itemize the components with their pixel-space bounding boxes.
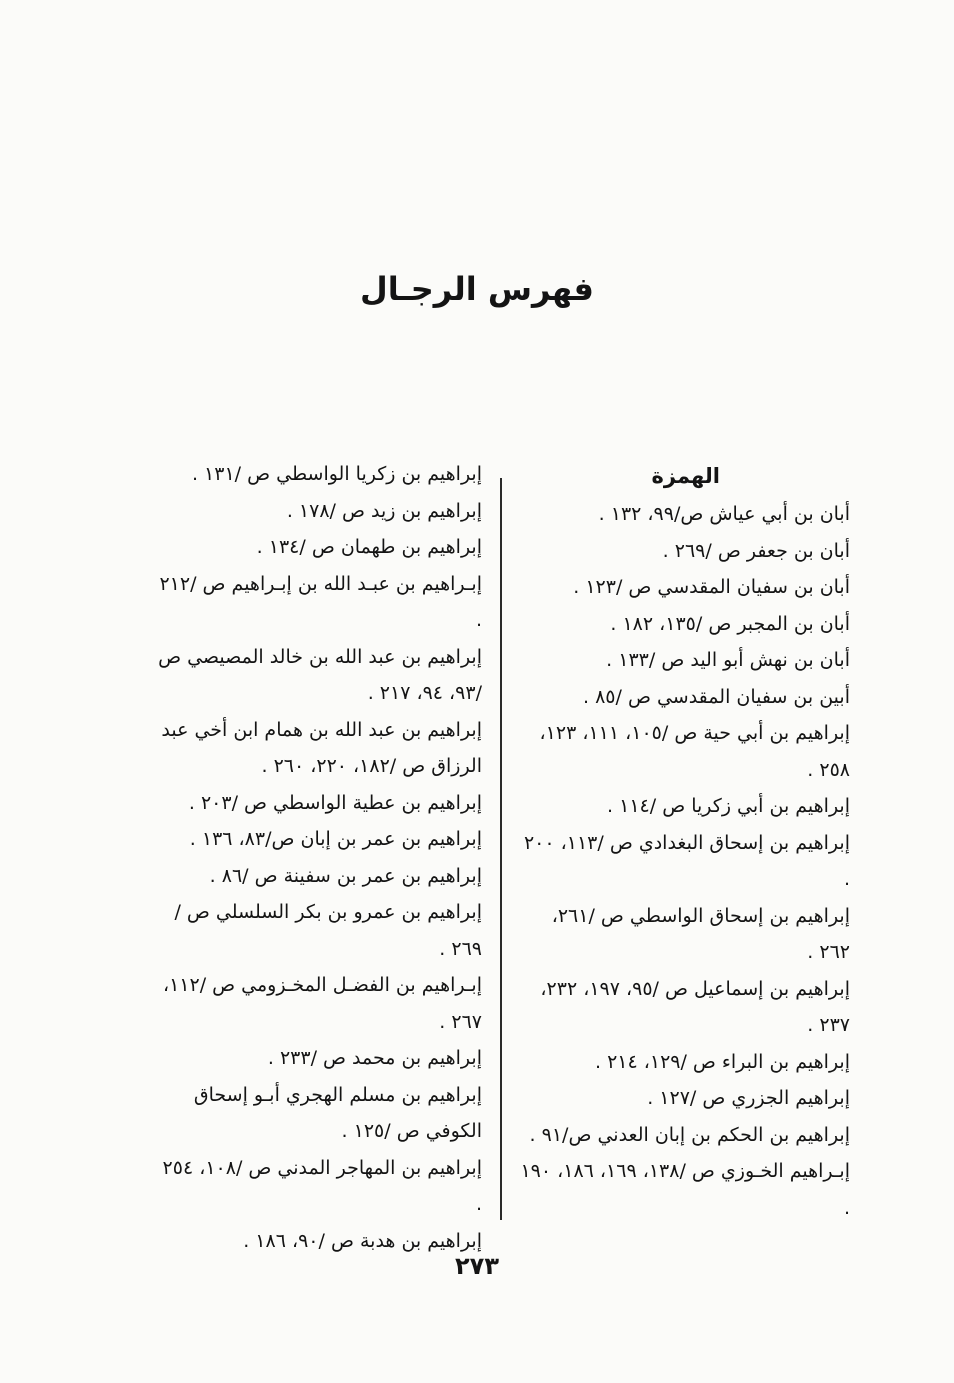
index-entry: إبراهيم الجزري ص /١٢٧ . xyxy=(647,1087,850,1109)
index-column-left xyxy=(152,456,482,1259)
index-entry: إبراهيم بن هدبة ص /٩٠، ١٨٦ . xyxy=(243,1229,482,1252)
index-entry: إبراهيم بن عمرو بن بكر السلسلي ص /٢٦٩ . xyxy=(174,901,482,960)
index-entry: إبراهيم بن عطية الواسطي ص /٢٠٣ . xyxy=(188,791,482,814)
section-heading: الهمزة xyxy=(651,464,720,488)
index-entry: إبراهيم بن أبي زكريا ص /١١٤ . xyxy=(607,795,850,817)
index-entry: إبراهيم بن محمد ص /٢٣٣ . xyxy=(267,1047,482,1069)
index-entry: أبان بن أبي عياش ص/٩٩، ١٣٢ . xyxy=(598,503,850,525)
index-entry: إبراهيم بن أبي حية ص /١٠٥، ١١١، ١٢٣، ٢٥٨ . xyxy=(539,722,850,781)
page-title: فهرس الرجـال xyxy=(360,270,594,308)
index-column-right xyxy=(520,456,850,1226)
index-entry: أبان بن جعفر ص /٢٦٩ . xyxy=(662,539,850,562)
index-entry: إبراهيم بن عمر بن سفينة ص /٨٦ . xyxy=(209,864,482,887)
index-entries-right xyxy=(520,496,850,1226)
index-entry: إبراهيم بن عبد الله بن همام ابن أخي عبد الرزاق ص /١٨٢، ٢٢٠، ٢٦٠ . xyxy=(161,718,482,777)
index-entry: أبان بن المجبر ص /١٣٥، ١٨٢ . xyxy=(610,612,850,635)
index-entry: إبراهيم بن طهمان ص /١٣٤ . xyxy=(256,536,482,558)
index-entry: إبراهيم بن المهاجر المدني ص /١٠٨، ٢٥٤ . xyxy=(162,1156,482,1215)
index-entry: إبراهيم بن إسحاق البغدادي ص /١١٣، ٢٠٠ . xyxy=(523,831,850,890)
index-entry: إبراهيم بن عبد الله بن خالد المصيصي ص /٩٣، ٩٤، ٢١٧ . xyxy=(158,645,482,704)
index-entry: أبين بن سفيان المقدسي ص /٨٥ . xyxy=(582,685,850,708)
index-entry: أبان بن نهش أبو اليد ص /١٣٣ . xyxy=(606,649,850,671)
index-entry: إبراهيم بن عمر بن إبان ص/٨٣، ١٣٦ . xyxy=(189,828,482,850)
index-entry: أبان بن سفيان المقدسي ص /١٢٣ . xyxy=(573,576,850,598)
page-number: ٢٧٣ xyxy=(455,1252,499,1280)
index-entry: إبراهيم بن مسلم الهجري أبـو إسحاق الكوفي ص /١٢٥ . xyxy=(193,1083,482,1142)
index-entry: إبـراهيم بن الفضـل المخـزومي ص /١١٢، ٢٦٧ . xyxy=(162,974,482,1033)
index-entry: إبراهيم بن إسماعيل ص /٩٥، ١٩٧، ٢٣٢، ٢٣٧ . xyxy=(540,977,850,1036)
index-entry: إبراهيم بن زيد ص /١٧٨ . xyxy=(286,499,482,522)
index-entry: إبراهيم بن إسحاق الواسطي ص /٢٦١، ٢٦٢ . xyxy=(551,904,850,963)
index-entry: إبراهيم بن الحكم بن إبان العدني ص/٩١ . xyxy=(529,1123,850,1146)
index-entry: إبراهيم بن زكريا الواسطي ص /١٣١ . xyxy=(191,463,482,485)
column-divider xyxy=(500,478,502,1220)
index-entry: إبـراهيم الخـوزي ص /١٣٨، ١٦٩، ١٨٦، ١٩٠ . xyxy=(520,1160,850,1219)
index-entry: إبـراهيم بن عبـد الله بن إبـراهيم ص /٢١٢ . xyxy=(159,572,482,631)
index-entry: إبراهيم بن البراء ص /١٢٩، ٢١٤ . xyxy=(594,1050,850,1073)
